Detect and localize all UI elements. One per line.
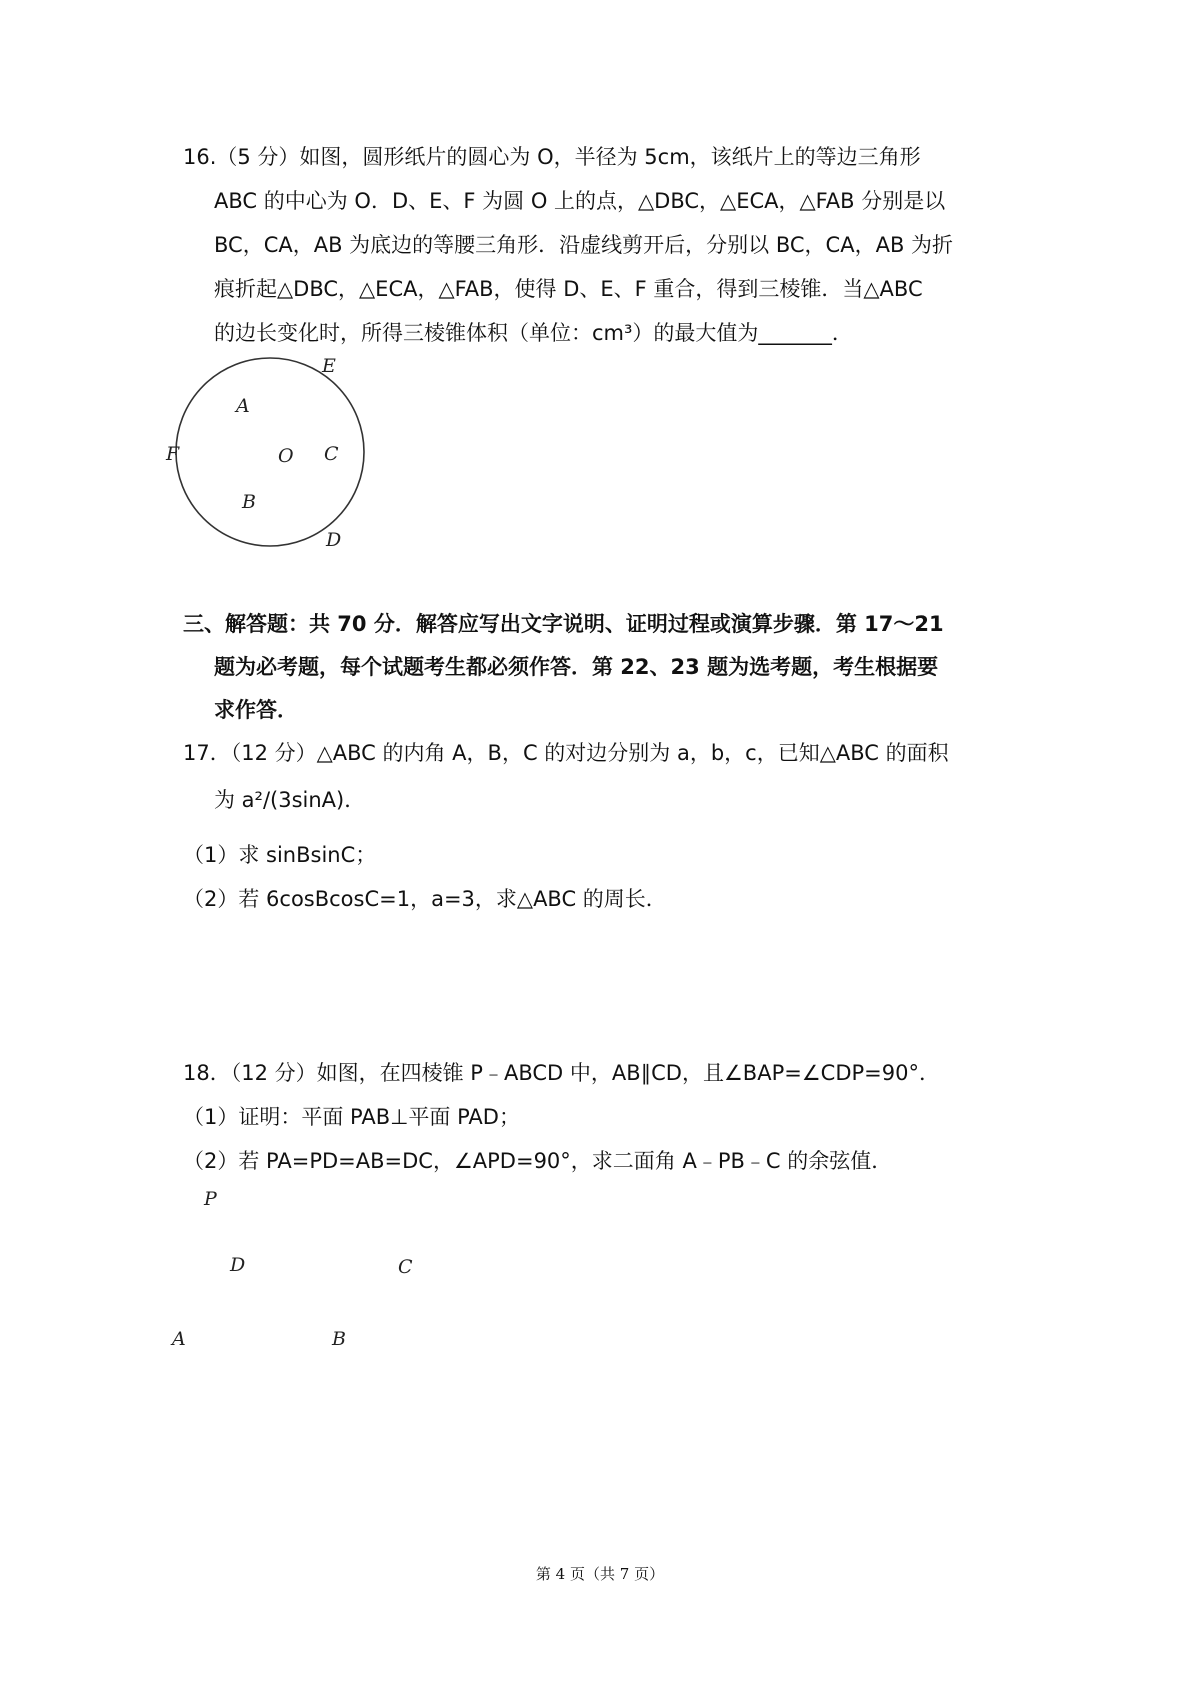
q16-line-1: 16.（5 分）如图，圆形纸片的圆心为 O，半径为 5cm，该纸片上的等边三角形 (183, 145, 921, 169)
q18-label-p: P (204, 1188, 217, 1210)
q16-label-b: B (242, 491, 256, 513)
q17-line-2: 为 a²/(3sinA)． (214, 788, 366, 812)
q16-label-f: F (166, 443, 180, 465)
q17-part-1: （1）求 sinBsinC； (183, 843, 377, 867)
section3-line-3: 求作答． (214, 698, 298, 722)
q18-line-1: 18．（12 分）如图，在四棱锥 P﹣ABCD 中，AB∥CD，且∠BAP=∠CDP=90°． (183, 1061, 940, 1085)
q16-line-2: ABC 的中心为 O．D、E、F 为圆 O 上的点，△DBC，△ECA，△FAB 分别是以 (214, 189, 946, 213)
q16-line-4: 痕折起△DBC，△ECA，△FAB，使得 D、E、F 重合，得到三棱锥．当△ABC (214, 277, 923, 301)
q16-label-d: D (326, 529, 342, 551)
section3-line-2: 题为必考题，每个试题考生都必须作答．第 22、23 题为选考题，考生根据要 (214, 655, 939, 679)
q18-label-a: A (172, 1328, 186, 1350)
q18-part-1: （1）证明：平面 PAB⊥平面 PAD； (183, 1105, 520, 1129)
q17-part-2: （2）若 6cosBcosC=1，a=3，求△ABC 的周长． (183, 887, 667, 911)
q18-figure (170, 1185, 430, 1355)
q17-line-1: 17．（12 分）△ABC 的内角 A，B，C 的对边分别为 a，b，c，已知△ABC 的面积 (183, 741, 949, 765)
q16-figure (160, 350, 400, 560)
q16-line-5: 的边长变化时，所得三棱锥体积（单位：cm³）的最大值为_______． (214, 321, 853, 345)
q16-label-o: O (278, 445, 294, 467)
q18-label-c: C (398, 1256, 413, 1278)
q18-label-d: D (230, 1254, 246, 1276)
q16-line-3: BC，CA，AB 为底边的等腰三角形．沿虚线剪开后，分别以 BC，CA，AB 为折 (214, 233, 954, 257)
q18-label-b: B (332, 1328, 346, 1350)
q16-label-e: E (322, 355, 336, 377)
section3-line-1: 三、解答题：共 70 分．解答应写出文字说明、证明过程或演算步骤．第 17～21 (183, 612, 944, 636)
q16-label-a: A (236, 395, 250, 417)
q18-part-2: （2）若 PA=PD=AB=DC，∠APD=90°，求二面角 A﹣PB﹣C 的余弦值． (183, 1149, 893, 1173)
page-footer: 第 4 页（共 7 页） (535, 1565, 665, 1583)
q16-label-c: C (324, 443, 339, 465)
